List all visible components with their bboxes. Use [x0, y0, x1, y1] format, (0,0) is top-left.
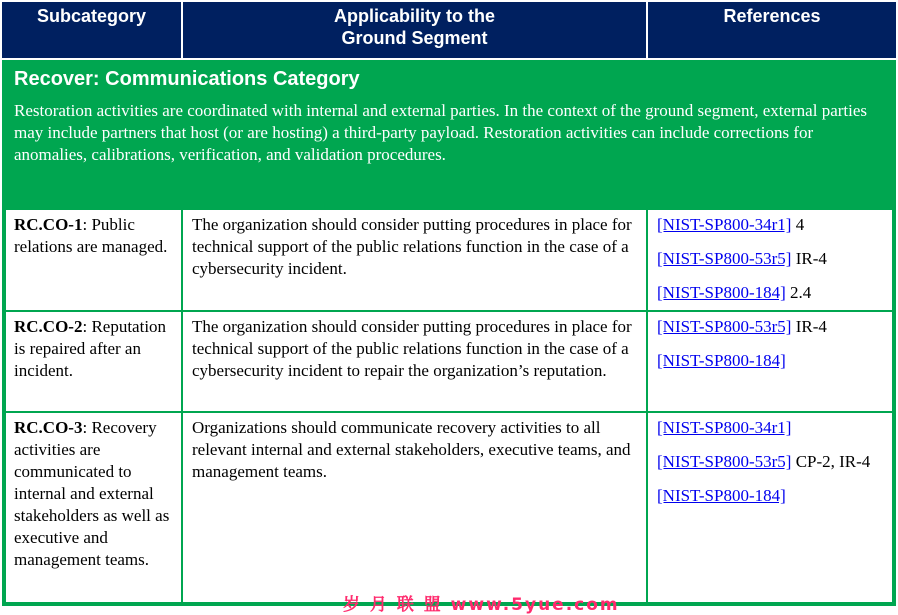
row1-applicability — [183, 210, 646, 310]
row2-ref1 — [657, 316, 888, 338]
row3-references — [648, 413, 892, 602]
category-title: Recover: Communications Category — [14, 68, 360, 90]
row1-ref1-link[interactable]: [NIST-SP800-34r1] — [657, 215, 792, 234]
row2-ref1-link[interactable]: [NIST-SP800-53r5] — [657, 317, 792, 336]
row1-subcategory — [6, 210, 181, 310]
row1-ref1 — [657, 214, 888, 236]
row2-id: RC.CO-2 — [14, 317, 83, 336]
row1-ref3-suffix: 2.4 — [785, 283, 812, 302]
row1-ref3-link[interactable]: [NIST-SP800-184] — [657, 283, 786, 302]
header-references-label: References — [723, 6, 821, 26]
row1-desc: : Public relations are managed. — [14, 215, 168, 256]
row3-ref2-link[interactable]: [NIST-SP800-53r5] — [657, 452, 792, 471]
ground-segment-table — [2, 2, 896, 606]
category-description: Restoration activities are coordinated with internal and external parties. In the context of the ground segment, external parties may include partners that host (or are hosting) a third-party payload. Restoration activities can include corrections for anomalies, calibrations, verification, and validation procedures. — [14, 101, 868, 164]
row3-desc: : Recovery activities are communicated to internal and external stakeholders as well as executive and management teams. — [14, 418, 170, 569]
header-references — [648, 2, 896, 58]
row1-ref1-suffix: 4 — [791, 215, 805, 234]
row1-ref2 — [657, 248, 888, 270]
row3-ref1-link[interactable]: [NIST-SP800-34r1] — [657, 418, 792, 437]
row2-ref1-suffix: IR-4 — [791, 317, 827, 336]
row2-applicability-text: The organization should consider putting procedures in place for technical support of the public relations function in the case of a cybersecurity incident to repair the organization’s reputation. — [192, 317, 632, 380]
row3-id: RC.CO-3 — [14, 418, 83, 437]
row1-id: RC.CO-1 — [14, 215, 83, 234]
site-watermark: 岁 月 联 盟 www.5yue.com — [343, 595, 620, 615]
row3-ref2 — [657, 451, 888, 473]
row1-ref2-suffix: IR-4 — [791, 249, 827, 268]
row3-ref3 — [657, 485, 888, 507]
row3-ref1 — [657, 417, 888, 439]
header-applicability-line1: Applicability to the — [333, 6, 495, 26]
row3-ref3-link[interactable]: [NIST-SP800-184] — [657, 486, 786, 505]
row2-desc: : Reputation is repaired after an incident. — [14, 317, 167, 380]
row3-applicability — [183, 413, 646, 602]
header-subcategory — [2, 2, 181, 58]
row2-ref2-link[interactable]: [NIST-SP800-184] — [657, 351, 786, 370]
row2-applicability — [183, 312, 646, 411]
row1-ref2-link[interactable]: [NIST-SP800-53r5] — [657, 249, 792, 268]
header-subcategory-label: Subcategory — [36, 6, 147, 26]
header-applicability — [183, 2, 646, 58]
row3-ref2-suffix: CP-2, IR-4 — [791, 452, 871, 471]
row2-subcategory — [6, 312, 181, 411]
row2-references — [648, 312, 892, 411]
row1-applicability-text: The organization should consider putting procedures in place for technical support of the public relations function in the case of a cybersecurity incident. — [192, 215, 632, 278]
row2-ref2 — [657, 350, 888, 372]
category-band — [2, 60, 896, 206]
row3-subcategory — [6, 413, 181, 602]
row1-references — [648, 210, 892, 310]
row3-applicability-text: Organizations should communicate recovery activities to all relevant internal and external stakeholders, executive teams, and management teams. — [192, 418, 631, 481]
row1-ref3 — [657, 282, 888, 304]
header-applicability-line2: Ground Segment — [341, 28, 488, 48]
